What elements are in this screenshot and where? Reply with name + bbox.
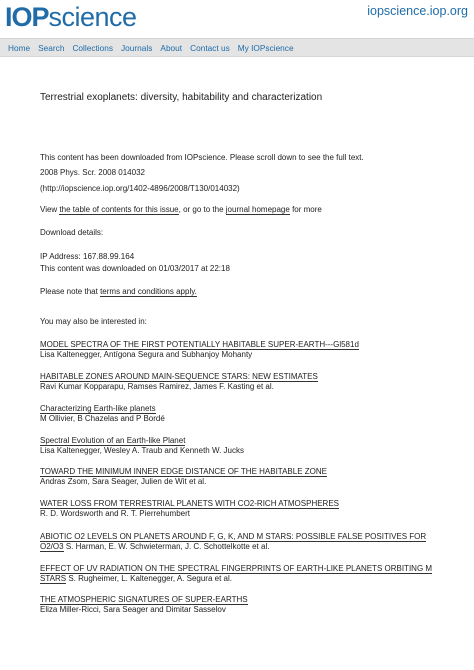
related-item [40, 499, 339, 518]
related-authors: Lisa Kaltenegger, Wesley A. Traub and Kenneth W. Jucks [40, 446, 244, 455]
doi-url: (http://iopscience.iop.org/1402-4896/2008/T130/014032) [40, 184, 240, 193]
related-authors: Ravi Kumar Kopparapu, Ramses Ramirez, James F. Kasting et al. [40, 382, 274, 391]
terms-note [40, 287, 197, 296]
related-title-link[interactable]: ABIOTIC O2 LEVELS ON PLANETS AROUND F, G, K, AND M STARS: POSSIBLE FALSE POSITIVES FOR [40, 532, 427, 541]
download-details-label: Download details: [40, 228, 104, 237]
nav-search[interactable]: Search [38, 42, 65, 53]
main-nav [0, 38, 474, 57]
note-prefix: Please note that [40, 287, 98, 296]
related-item [40, 467, 327, 486]
related-title-continued[interactable]: STARS [40, 574, 67, 583]
related-authors: R. D. Wordsworth and R. T. Pierrehumbert [40, 509, 190, 518]
view-prefix: View [40, 205, 58, 214]
journal-homepage-link[interactable]: journal homepage [225, 205, 290, 214]
citation: 2008 Phys. Scr. 2008 014032 [40, 168, 145, 177]
related-item [40, 372, 318, 391]
related-authors: S. Harman, E. W. Schwieterman, J. C. Schottelkotte et al. [65, 542, 270, 551]
related-title-link[interactable]: WATER LOSS FROM TERRESTRIAL PLANETS WITH CO2-RICH ATMOSPHERES [40, 499, 339, 508]
related-title-link[interactable]: EFFECT OF UV RADIATION ON THE SPECTRAL FINGERPRINTS OF EARTH-LIKE PLANETS ORBITING M [40, 564, 433, 573]
related-authors: M Ollivier, B Chazelas and P Bordé [40, 414, 165, 423]
logo-iop-text: IOP [5, 2, 49, 32]
related-title-link[interactable]: Spectral Evolution of an Earth-like Planet [40, 436, 186, 445]
nav-journals[interactable]: Journals [121, 42, 153, 53]
nav-about[interactable]: About [160, 42, 183, 53]
downloaded-on: This content was downloaded on 01/03/2017 at 22:18 [40, 264, 230, 273]
nav-my-iopscience[interactable]: My IOPscience [237, 42, 294, 53]
iopscience-logo[interactable] [5, 2, 137, 32]
related-authors-line [40, 542, 426, 551]
related-title-link[interactable]: TOWARD THE MINIMUM INNER EDGE DISTANCE OF THE HABITABLE ZONE [40, 467, 327, 476]
page-title: Terrestrial exoplanets: diversity, habitability and characterization [40, 92, 323, 103]
terms-link[interactable]: terms and conditions apply. [100, 287, 197, 296]
logo-science-text: science [48, 2, 137, 32]
related-title-link[interactable]: Characterizing Earth-like planets [40, 404, 156, 413]
related-title-link[interactable]: HABITABLE ZONES AROUND MAIN-SEQUENCE STARS: NEW ESTIMATES [40, 372, 318, 381]
download-notice: This content has been downloaded from IOPscience. Please scroll down to see the full text. [40, 153, 364, 162]
nav-collections[interactable]: Collections [72, 42, 114, 53]
related-authors: Lisa Kaltenegger, Antígona Segura and Subhanjoy Mohanty [40, 350, 253, 359]
related-authors: S. Rugheimer, L. Kaltenegger, A. Segura et al. [68, 574, 232, 583]
nav-contact-us[interactable]: Contact us [190, 42, 230, 53]
toc-link[interactable]: the table of contents for this issue [59, 205, 179, 214]
related-item [40, 436, 244, 455]
related-title-link[interactable]: THE ATMOSPHERIC SIGNATURES OF SUPER-EARTHS [40, 595, 248, 604]
related-authors: Eliza Miller-Ricci, Sara Seager and Dimitar Sasselov [40, 605, 226, 614]
related-title-continued[interactable]: O2/O3 [40, 542, 64, 551]
related-authors: Andras Zsom, Sara Seager, Julien de Wit et al. [40, 477, 207, 486]
nav-home[interactable]: Home [8, 42, 31, 53]
related-item [40, 564, 432, 583]
view-middle: , or go to the [178, 205, 224, 214]
related-item [40, 404, 165, 423]
also-interested-label: You may also be interested in: [40, 317, 147, 326]
related-authors-line [40, 574, 432, 583]
site-url-link[interactable]: iopscience.iop.org [367, 4, 468, 18]
related-item [40, 532, 426, 551]
related-item [40, 595, 248, 614]
related-item [40, 340, 359, 359]
view-suffix: for more [292, 205, 322, 214]
ip-address: IP Address: 167.88.99.164 [40, 252, 135, 261]
view-line [40, 205, 322, 214]
related-title-link[interactable]: MODEL SPECTRA OF THE FIRST POTENTIALLY HABITABLE SUPER-EARTH---Gl581d [40, 340, 359, 349]
site-header [0, 0, 474, 38]
